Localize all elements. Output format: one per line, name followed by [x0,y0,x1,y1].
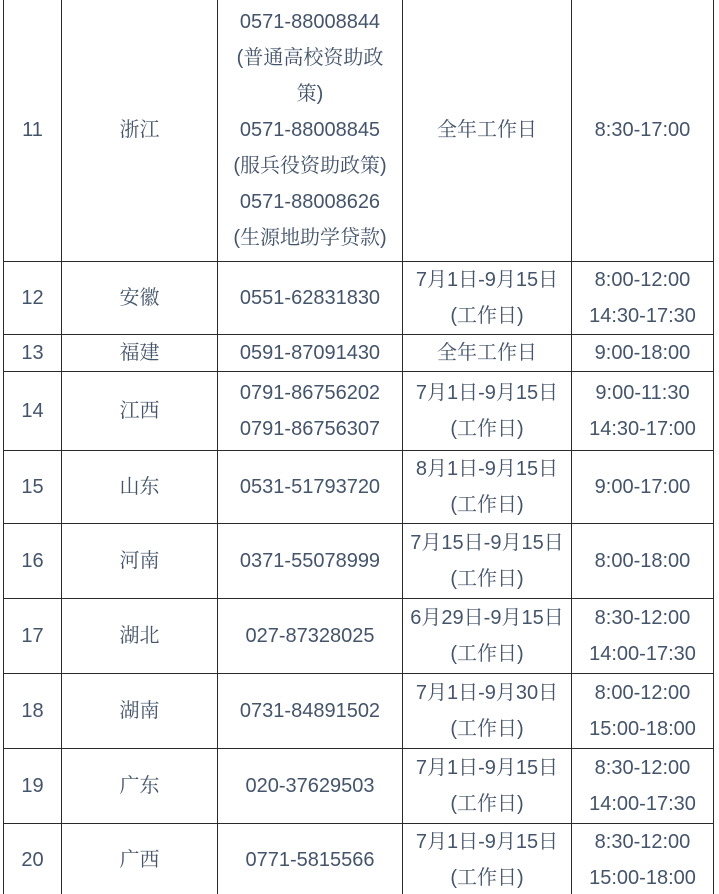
hours-cell-line: 8:00-18:00 [594,549,691,572]
phone-cell-line: 0551-62831830 [239,286,381,309]
table-row [4,450,714,523]
period-cell-line: (工作日) [450,866,524,889]
hours-cell-line: 8:30-12:00 [594,830,691,853]
row-number-cell-line: 19 [21,774,44,797]
province-cell [62,371,218,450]
phone-cell-line: 策) [296,83,324,106]
period-cell [403,523,572,598]
phone-cell [218,598,403,673]
period-cell [403,673,572,748]
phone-cell-line: 0731-84891502 [239,699,381,722]
phone-cell [218,748,403,823]
province-cell-line: 山东 [119,475,160,498]
province-cell [62,748,218,823]
phone-cell-line: 0571-88008844 [239,11,381,34]
phone-cell [218,673,403,748]
row-number-cell [4,673,62,748]
period-cell [403,0,572,261]
row-number-cell [4,450,62,523]
period-cell-line: (工作日) [450,717,524,740]
phone-cell [218,371,403,450]
period-cell-line: 7月1日-9月15日 [415,381,559,404]
row-number-cell-line: 17 [21,624,44,647]
hours-cell [572,261,714,334]
table-row [4,523,714,598]
row-number-cell-line: 18 [21,699,44,722]
hours-cell-line: 8:00-12:00 [594,681,691,704]
phone-cell [218,261,403,334]
province-cell [62,523,218,598]
province-cell-line: 广东 [119,774,160,797]
table-row [4,673,714,748]
hours-cell [572,0,714,261]
row-number-cell [4,261,62,334]
period-cell-line: 全年工作日 [437,341,537,364]
hours-cell [572,598,714,673]
hours-cell-line: 9:00-11:30 [595,381,690,404]
phone-cell-line: 020-37629503 [245,774,375,797]
phone-cell-line: (服兵役资助政策) [233,155,387,178]
phone-cell [218,523,403,598]
hours-cell [572,334,714,371]
row-number-cell-line: 12 [21,286,44,309]
row-number-cell-line: 13 [21,341,44,364]
phone-cell [218,0,403,261]
hours-cell-line: 14:00-17:30 [589,792,696,815]
phone-cell [218,823,403,894]
province-cell [62,450,218,523]
hours-cell-line: 8:30-17:00 [594,119,691,142]
period-cell [403,371,572,450]
hours-cell [572,371,714,450]
period-cell-line: 7月15日-9月15日 [410,531,564,554]
period-cell-line: 7月1日-9月15日 [415,268,559,291]
period-cell-line: (工作日) [450,493,524,516]
row-number-cell [4,334,62,371]
period-cell [403,748,572,823]
province-cell [62,334,218,371]
period-cell [403,823,572,894]
hours-cell-line: 15:00-18:00 [589,866,696,889]
period-cell [403,598,572,673]
phone-cell-line: 027-87328025 [245,624,375,647]
hours-cell-line: 14:30-17:30 [589,304,696,327]
period-cell-line: 7月1日-9月15日 [415,756,559,779]
province-cell [62,598,218,673]
row-number-cell [4,598,62,673]
table-row [4,334,714,371]
period-cell-line: (工作日) [450,792,524,815]
phone-cell-line: 0791-86756307 [239,417,381,440]
hours-cell [572,748,714,823]
row-number-cell [4,0,62,261]
phone-cell-line: 0531-51793720 [239,475,381,498]
table-row [4,371,714,450]
period-cell-line: (工作日) [450,417,524,440]
table-row [4,823,714,894]
province-cell [62,261,218,334]
hours-cell-line: 8:30-12:00 [594,756,691,779]
period-cell-line: 7月1日-9月30日 [415,681,559,704]
province-cell [62,823,218,894]
row-number-cell [4,748,62,823]
hours-cell-line: 14:00-17:30 [589,642,696,665]
province-cell-line: 广西 [119,848,160,871]
table-row [4,748,714,823]
hours-cell [572,523,714,598]
row-number-cell [4,823,62,894]
period-cell-line: 7月1日-9月15日 [415,830,559,853]
contact-table-body [4,0,714,894]
row-number-cell [4,371,62,450]
period-cell [403,450,572,523]
phone-cell-line: 0371-55078999 [239,549,381,572]
hours-cell [572,450,714,523]
phone-cell-line: 0771-5815566 [245,848,375,871]
province-cell-line: 湖南 [119,699,160,722]
period-cell [403,261,572,334]
row-number-cell-line: 14 [21,399,44,422]
hours-cell-line: 8:00-12:00 [594,268,691,291]
hours-cell [572,823,714,894]
table-row [4,598,714,673]
period-cell-line: (工作日) [450,304,524,327]
row-number-cell-line: 11 [22,119,43,142]
phone-cell-line: 0791-86756202 [239,381,381,404]
row-number-cell-line: 20 [21,848,44,871]
phone-cell [218,450,403,523]
province-cell [62,673,218,748]
row-number-cell-line: 16 [21,549,44,572]
province-cell-line: 江西 [119,399,160,422]
period-cell-line: 6月29日-9月15日 [410,606,564,629]
table-row [4,261,714,334]
row-number-cell-line: 15 [21,475,44,498]
hotline-contact-table [3,0,714,894]
phone-cell-line: (普通高校资助政 [236,47,384,70]
hours-cell-line: 14:30-17:00 [589,417,696,440]
phone-cell-line: 0591-87091430 [239,341,381,364]
hours-cell-line: 9:00-17:00 [594,475,691,498]
phone-cell-line: 0571-88008845 [239,119,381,142]
phone-cell-line: 0571-88008626 [239,191,381,214]
province-cell-line: 河南 [119,549,160,572]
hours-cell-line: 9:00-18:00 [594,341,691,364]
province-cell-line: 浙江 [119,119,160,142]
period-cell-line: (工作日) [450,567,524,590]
province-cell-line: 福建 [119,341,160,364]
period-cell-line: (工作日) [450,642,524,665]
province-cell-line: 安徽 [119,286,160,309]
phone-cell [218,334,403,371]
province-cell [62,0,218,261]
period-cell [403,334,572,371]
province-cell-line: 湖北 [119,624,160,647]
hours-cell-line: 15:00-18:00 [589,717,696,740]
hours-cell [572,673,714,748]
period-cell-line: 8月1日-9月15日 [415,457,559,480]
table-row [4,0,714,261]
phone-cell-line: (生源地助学贷款) [233,227,387,250]
hours-cell-line: 8:30-12:00 [594,606,691,629]
row-number-cell [4,523,62,598]
period-cell-line: 全年工作日 [437,119,537,142]
